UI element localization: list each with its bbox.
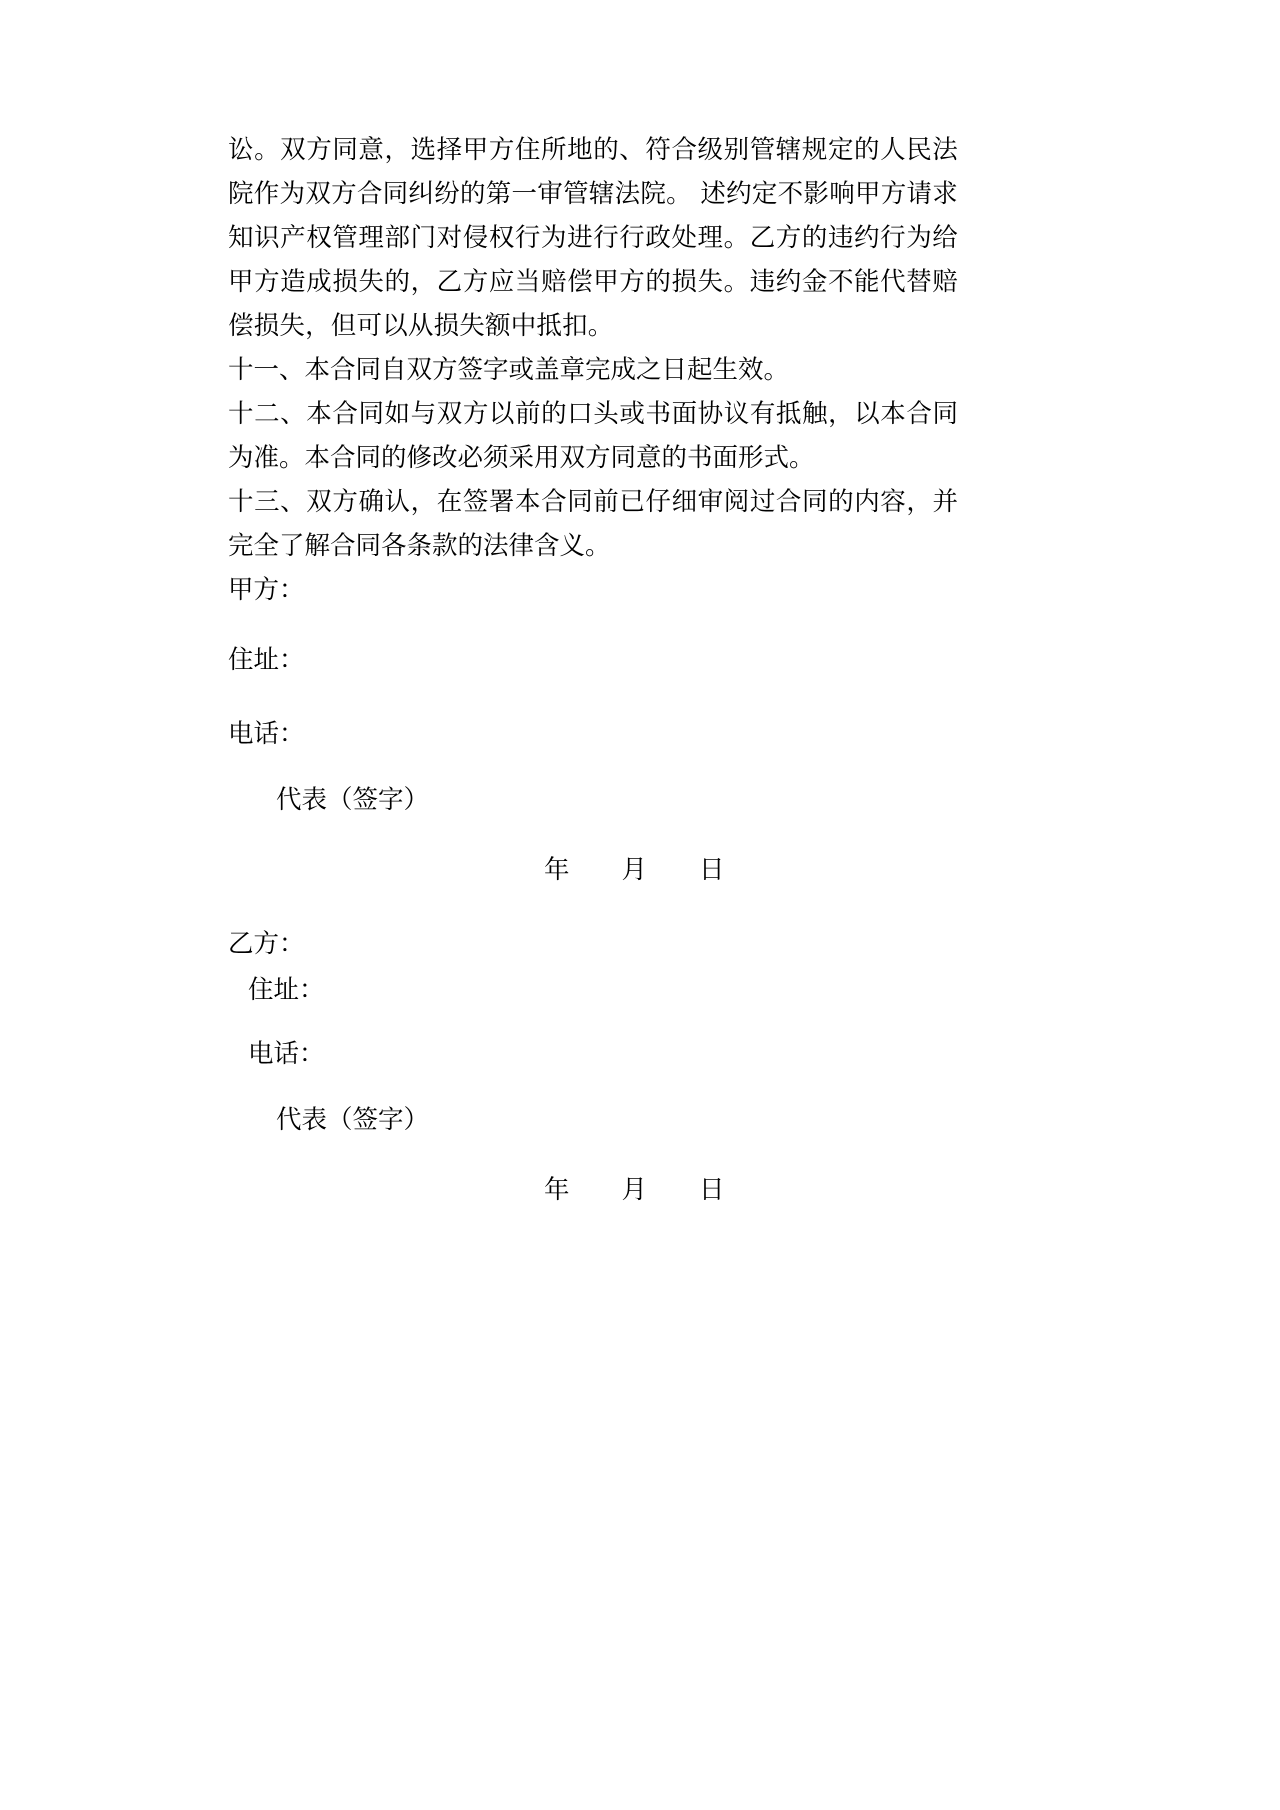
party-a-date-day: 日	[699, 855, 725, 885]
party-a-phone-label: 电话：	[228, 719, 305, 749]
party-b-phone-row	[228, 1032, 958, 1076]
party-b-phone-label: 电话：	[248, 1039, 325, 1069]
party-b-date-row	[228, 1168, 958, 1212]
party-b-address-label: 住址：	[248, 975, 325, 1005]
party-a-date-month: 月	[621, 855, 648, 885]
party-a-date-year: 年	[544, 855, 570, 885]
party-a-representative-row	[228, 778, 958, 822]
party-b-representative-row	[228, 1098, 958, 1142]
party-b-date-month: 月	[621, 1175, 648, 1205]
party-a-address-row	[228, 638, 958, 682]
party-a-phone-row	[228, 712, 958, 756]
party-a-label: 甲方：	[228, 575, 305, 605]
clause-eleven: 十一、本合同自双方签字或盖章完成之日起生效。	[228, 355, 790, 385]
party-a-address-label: 住址：	[228, 645, 305, 675]
party-a-date-line	[228, 848, 958, 892]
party-a-representative-label: 代表（签字）	[276, 785, 430, 815]
clause-thirteen: 十三、双方确认，在签署本合同前已仔细审阅过合同的内容，并完全了解合同各条款的法律含义。	[228, 487, 958, 561]
clause-twelve: 十二、本合同如与双方以前的口头或书面协议有抵触，以本合同为准。本合同的修改必须采用双方同意的书面形式。	[228, 399, 958, 473]
party-b-date-day: 日	[699, 1175, 725, 1205]
continuation-paragraph: 讼。双方同意，选择甲方住所地的、符合级别管辖规定的人民法院作为双方合同纠纷的第一审管辖法院。 述约定不影响甲方请求知识产权管理部门对侵权行为进行行政处理。乙方的违约行为给甲方造成损失的，乙方应当赔偿甲方的损失。违约金不能代替赔偿损失，但可以从损失额中抵扣。	[228, 135, 958, 341]
party-b-date-line	[228, 1168, 958, 1212]
party-b-address-row	[228, 968, 958, 1012]
party-b-representative-label: 代表（签字）	[276, 1105, 430, 1135]
document-body	[228, 128, 958, 568]
party-b-date-year: 年	[544, 1175, 570, 1205]
party-a-signature-block	[228, 568, 958, 612]
party-b-signature-block	[228, 922, 958, 966]
party-b-label: 乙方：	[228, 929, 305, 959]
party-a-date-row	[228, 848, 958, 892]
